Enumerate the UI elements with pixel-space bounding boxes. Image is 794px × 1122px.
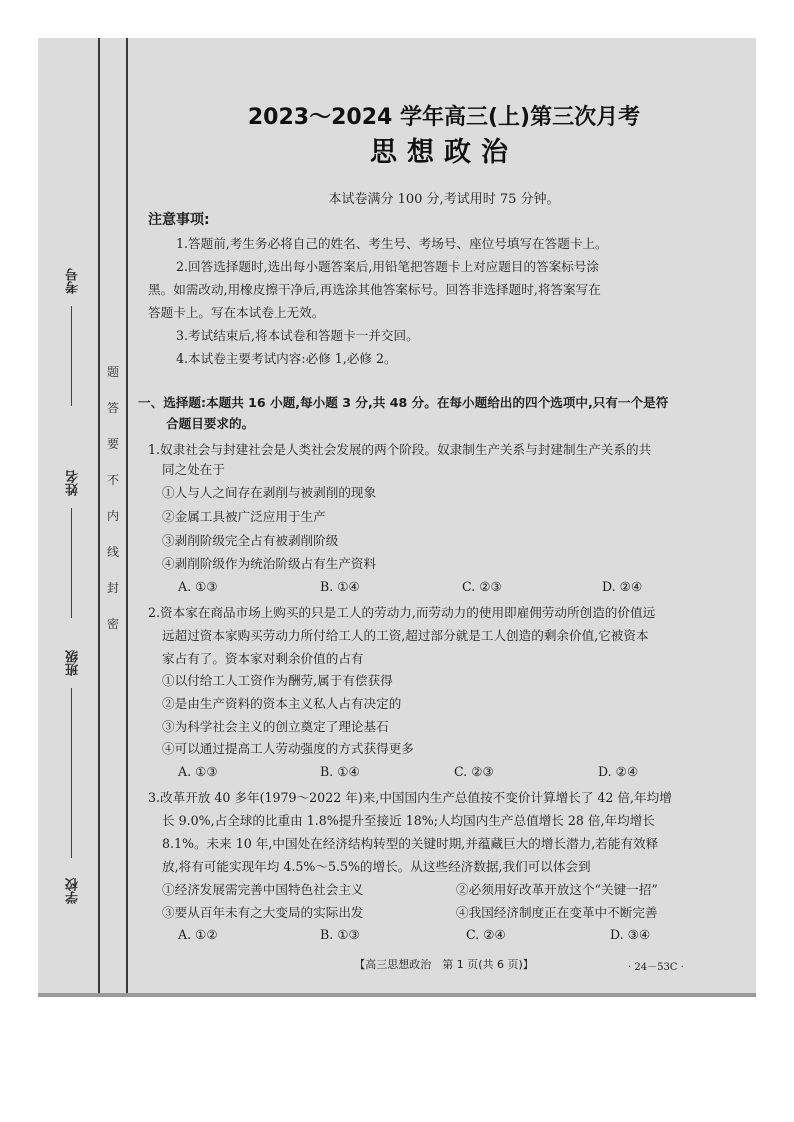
seal-char: 密	[106, 617, 119, 631]
notice-line: 1.答题前,考生务必将自己的姓名、考生号、考场号、座位号填写在答题卡上。	[176, 236, 608, 251]
choice-d: D. ②④	[598, 764, 639, 779]
question-stem: 家占有了。资本家对剩余价值的占有	[162, 651, 364, 666]
question-stem: 长 9.0%,占全球的比重由 1.8%提升至接近 18%;人均国内生产总值增长 28 倍,年均增长	[162, 813, 655, 828]
seal-char: 内	[106, 509, 119, 523]
notice-line: 黑。如需改动,用橡皮擦干净后,再选涂其他答案标号。回答非选择题时,将答案写在	[148, 282, 601, 297]
paper-edge-shadow	[38, 993, 756, 997]
choice-b: B. ①③	[320, 927, 360, 942]
seal-char: 题	[106, 365, 119, 379]
question-item: ④我国经济制度正在变革中不断完善	[456, 905, 658, 920]
question-stem: 1.奴隶社会与封建社会是人类社会发展的两个阶段。奴隶制生产关系与封建制生产关系的共	[148, 442, 652, 457]
question-item: ④剥削阶级作为统治阶级占有生产资料	[162, 556, 377, 571]
seal-char: 不	[106, 473, 119, 487]
exam-title: 2023～2024 学年高三(上)第三次月考	[247, 105, 641, 130]
choice-c: C. ②③	[462, 579, 502, 594]
question-item: ①人与人之间存在剥削与被剥削的现象	[162, 485, 377, 500]
choice-c: C. ②④	[466, 927, 506, 942]
section-heading: 一、选择题:本题共 16 小题,每小题 3 分,共 48 分。在每小题给出的四个选项中,只有一个是符	[138, 395, 669, 410]
choice-d: D. ③④	[610, 927, 651, 942]
question-item: ①经济发展需完善中国特色社会主义	[162, 882, 364, 897]
notice-title: 注意事项:	[148, 212, 210, 228]
binding-line-inner	[126, 38, 128, 993]
exam-intro: 本试卷满分 100 分,考试用时 75 分钟。	[328, 192, 560, 207]
question-item: ②必须用好改革开放这个“关键一招”	[456, 882, 658, 897]
seal-char: 答	[106, 401, 119, 415]
question-item: ③为科学社会主义的创立奠定了理论基石	[162, 719, 389, 734]
question-item: ③剥削阶级完全占有被剥削阶级	[162, 533, 339, 548]
question-item: ①以付给工人工资作为酬劳,属于有偿获得	[162, 673, 393, 688]
question-stem: 8.1%。未来 10 年,中国处在经济结构转型的关键时期,并蕴藏巨大的增长潜力,若能有效释	[162, 836, 659, 851]
choice-a: A. ①②	[178, 927, 218, 942]
choice-d: D. ②④	[602, 579, 643, 594]
exam-paper	[38, 38, 756, 993]
name-label: 姓名	[66, 470, 81, 496]
exam-number-blank	[71, 306, 72, 406]
class-blank	[71, 688, 72, 858]
name-blank	[71, 508, 72, 618]
question-item: ②是由生产资料的资本主义私人占有决定的	[162, 696, 402, 711]
paper-code: · 24－53C ·	[628, 962, 684, 973]
seal-char: 封	[106, 581, 119, 595]
question-item: ②金属工具被广泛应用于生产	[162, 509, 326, 524]
choice-b: B. ①④	[320, 579, 360, 594]
question-stem: 3.改革开放 40 多年(1979～2022 年)来,中国国内生产总值按不变价计算增长了 42 倍,年均增	[148, 790, 672, 805]
notice-line: 4.本试卷主要考试内容:必修 1,必修 2。	[176, 351, 397, 366]
question-stem: 放,将有可能实现年均 4.5%～5.5%的增长。从这些经济数据,我们可以体会到	[162, 859, 591, 874]
choice-a: A. ①③	[178, 764, 218, 779]
seal-char: 要	[106, 437, 119, 451]
notice-line: 3.考试结束后,将本试卷和答题卡一并交回。	[176, 328, 419, 343]
question-stem: 2.资本家在商品市场上购买的只是工人的劳动力,而劳动力的使用即雇佣劳动所创造的价值远	[148, 605, 656, 620]
question-item: ④可以通过提高工人劳动强度的方式获得更多	[162, 741, 414, 756]
question-stem: 同之处在于	[162, 462, 225, 477]
section-heading-cont: 合题目要求的。	[166, 416, 255, 431]
binding-line-outer	[98, 38, 100, 993]
class-label: 班级	[66, 650, 81, 676]
choice-b: B. ①④	[320, 764, 360, 779]
choice-c: C. ②③	[454, 764, 494, 779]
notice-line: 答题卡上。写在本试卷上无效。	[148, 305, 325, 320]
page-footer: 【高三思想政治 第 1 页(共 6 页)】	[354, 958, 534, 971]
exam-number-label: 考号	[66, 268, 81, 294]
notice-line: 2.回答选择题时,选出每小题答案后,用铅笔把答题卡上对应题目的答案标号涂	[176, 259, 600, 274]
school-label: 学校	[66, 878, 81, 904]
seal-char: 线	[106, 545, 119, 559]
seal-line-text	[106, 363, 120, 651]
question-stem: 远超过资本家购买劳动力所付给工人的工资,超过部分就是工人创造的剩余价值,它被资本	[162, 628, 649, 643]
choice-a: A. ①③	[178, 579, 218, 594]
subject-title: 思想政治	[370, 137, 518, 168]
question-item: ③要从百年未有之大变局的实际出发	[162, 905, 364, 920]
